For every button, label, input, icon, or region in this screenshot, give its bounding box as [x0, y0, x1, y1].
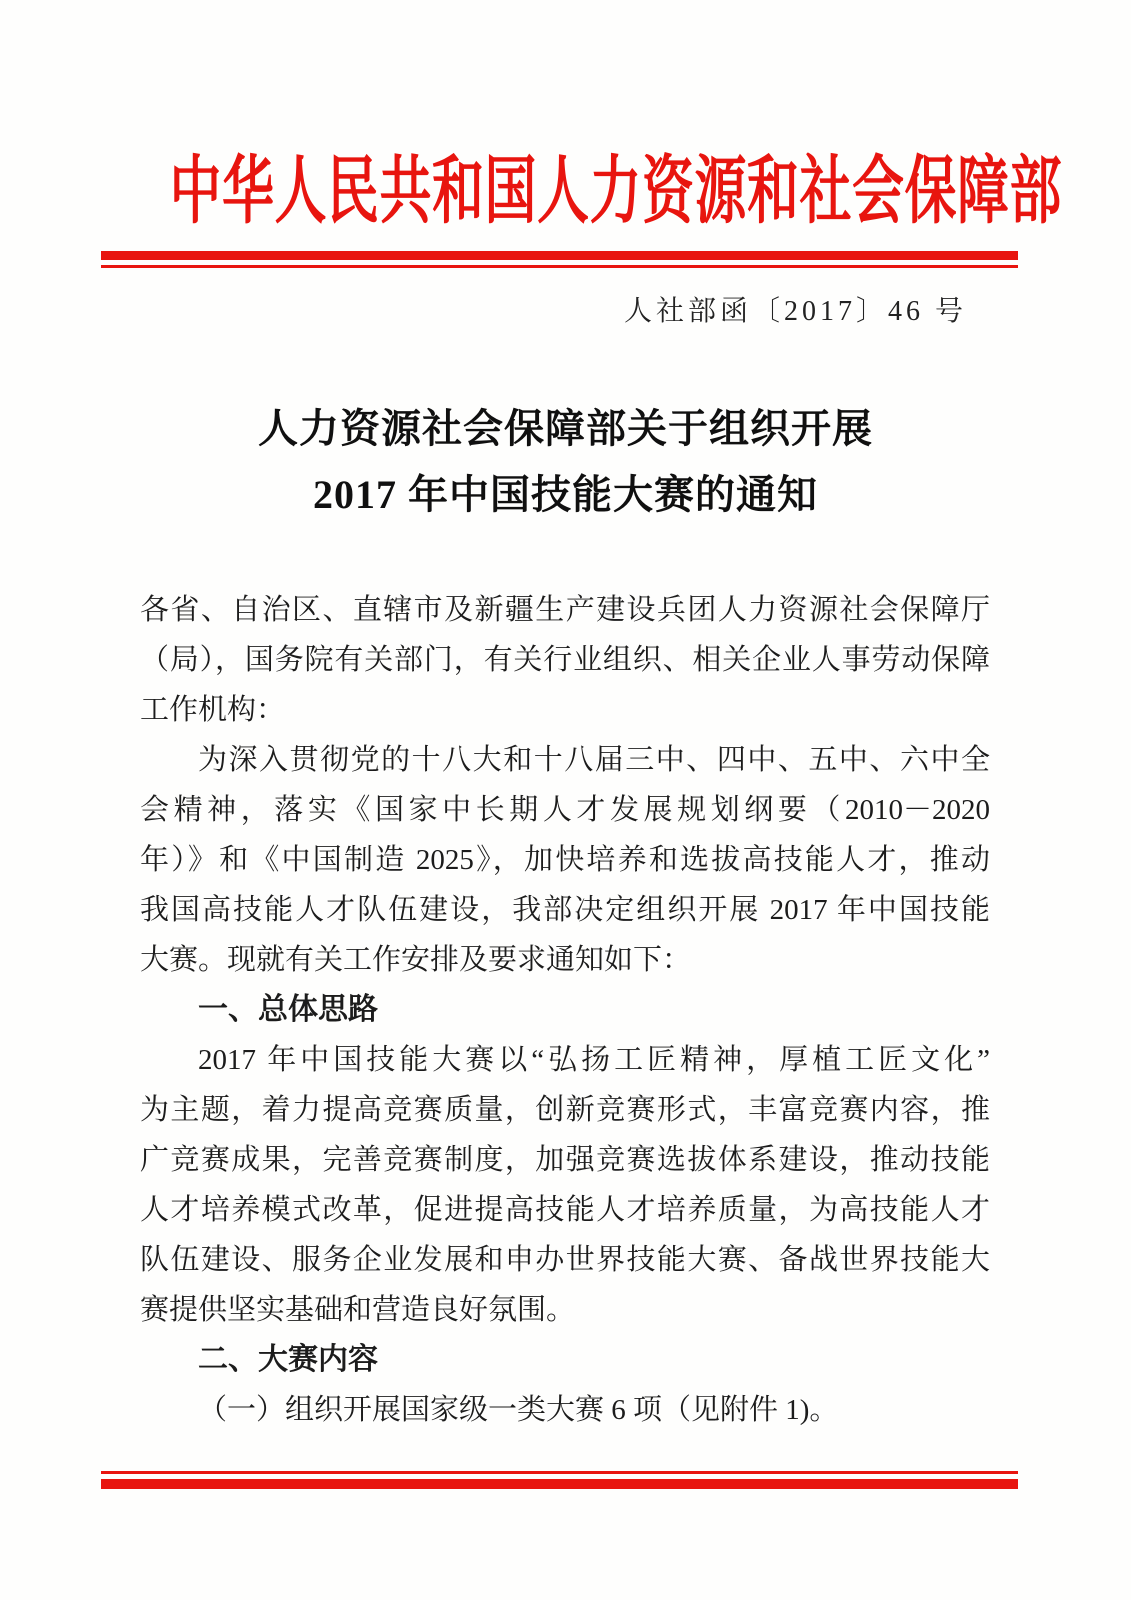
section-heading: 二、大赛内容 [198, 1343, 378, 1376]
body-line: 赛提供坚实基础和营造良好氛围。 [140, 1294, 576, 1326]
body-line: 工作机构： [140, 694, 286, 726]
section-heading: 一、总体思路 [198, 993, 378, 1026]
document-title-line2: 2017 年中国技能大赛的通知 [313, 472, 818, 517]
body-line: 年）》和《中国制造 2025》，加快培养和选拔高技能人才，推动 [140, 844, 990, 876]
footer-rule-thick [101, 1479, 1018, 1489]
body-line: 2017 年中国技能大赛以“弘扬工匠精神，厚植工匠文化” [198, 1044, 990, 1076]
body-line: 广竞赛成果，完善竞赛制度，加强竞赛选拔体系建设，推动技能 [140, 1144, 990, 1176]
footer-rule-thin [101, 1471, 1018, 1474]
body-line: 我国高技能人才队伍建设，我部决定组织开展 2017 年中国技能 [140, 894, 990, 926]
header-rule-thick [101, 251, 1018, 260]
body-line: （一）组织开展国家级一类大赛 6 项（见附件 1)。 [198, 1394, 839, 1426]
body-line: 会精神，落实《国家中长期人才发展规划纲要（2010－2020 [140, 794, 990, 826]
document-title [0, 396, 1131, 528]
body-line: 人才培养模式改革，促进提高技能人才培养质量，为高技能人才 [140, 1194, 990, 1226]
document-title-line1: 人力资源社会保障部关于组织开展 [258, 406, 873, 451]
body-line: 各省、自治区、直辖市及新疆生产建设兵团人力资源社会保障厅 [140, 594, 990, 626]
body-line: 为深入贯彻党的十八大和十八届三中、四中、五中、六中全 [198, 744, 990, 776]
body-line: 大赛。现就有关工作安排及要求通知如下： [140, 944, 692, 976]
body-line: 队伍建设、服务企业发展和申办世界技能大赛、备战世界技能大 [140, 1244, 990, 1276]
body-line: （局），国务院有关部门，有关行业组织、相关企业人事劳动保障 [140, 644, 990, 676]
header-rule-thin [101, 265, 1018, 268]
letterhead-title: 中华人民共和国人力资源和社会保障部 [169, 151, 1063, 233]
document-number: 人社部函〔2017〕46 号 [623, 296, 967, 327]
document-body [140, 585, 990, 1435]
body-line: 为主题，着力提高竞赛质量，创新竞赛形式，丰富竞赛内容，推 [140, 1094, 990, 1126]
